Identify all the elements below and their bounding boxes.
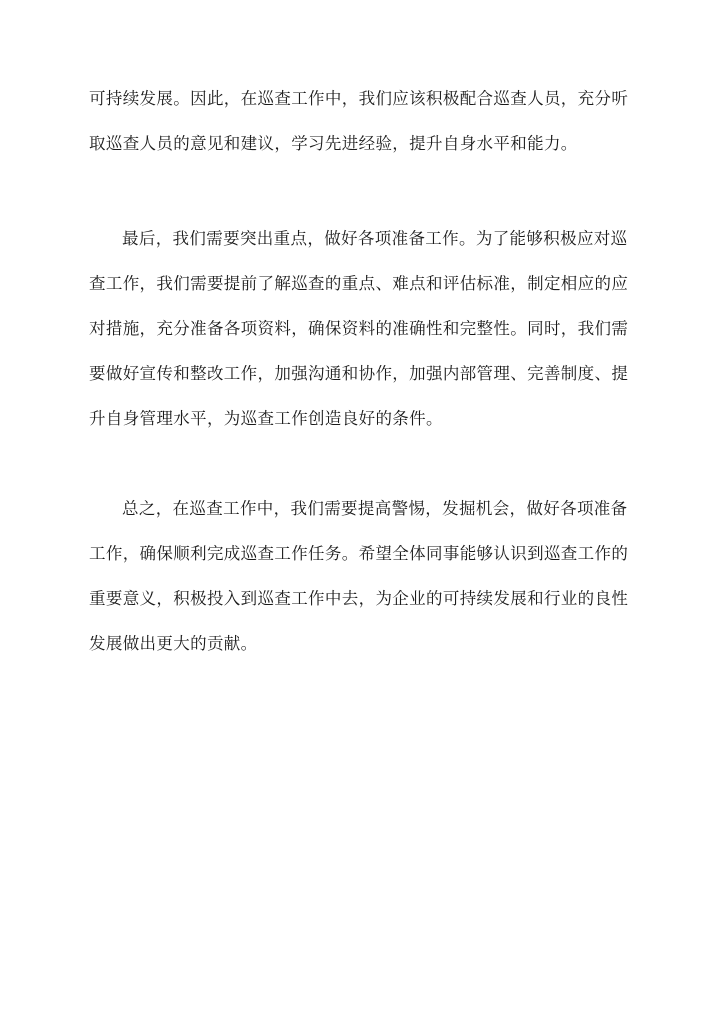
text-line: 查工作，我们需要提前了解巡查的重点、难点和评估标准，制定相应的应 xyxy=(89,274,629,293)
text-line: 要做好宣传和整改工作，加强沟通和协作，加强内部管理、完善制度、提 xyxy=(89,364,629,383)
text-line: 工作，确保顺利完成巡查工作任务。希望全体同事能够认识到巡查工作的 xyxy=(89,544,629,563)
text-line: 最后，我们需要突出重点，做好各项准备工作。为了能够积极应对巡 xyxy=(122,229,628,248)
text-line: 发展做出更大的贡献。 xyxy=(89,634,258,653)
text-line: 总之，在巡查工作中，我们需要提高警惕，发掘机会，做好各项准备 xyxy=(122,499,628,518)
text-line: 可持续发展。因此，在巡查工作中，我们应该积极配合巡查人员，充分听 xyxy=(89,89,629,108)
text-line: 取巡查人员的意见和建议，学习先进经验，提升自身水平和能力。 xyxy=(89,134,578,153)
text-line: 对措施，充分准备各项资料，确保资料的准确性和完整性。同时，我们需 xyxy=(89,319,629,338)
text-line: 重要意义，积极投入到巡查工作中去，为企业的可持续发展和行业的良性 xyxy=(89,589,629,608)
text-line: 升自身管理水平，为巡查工作创造良好的条件。 xyxy=(89,409,443,428)
